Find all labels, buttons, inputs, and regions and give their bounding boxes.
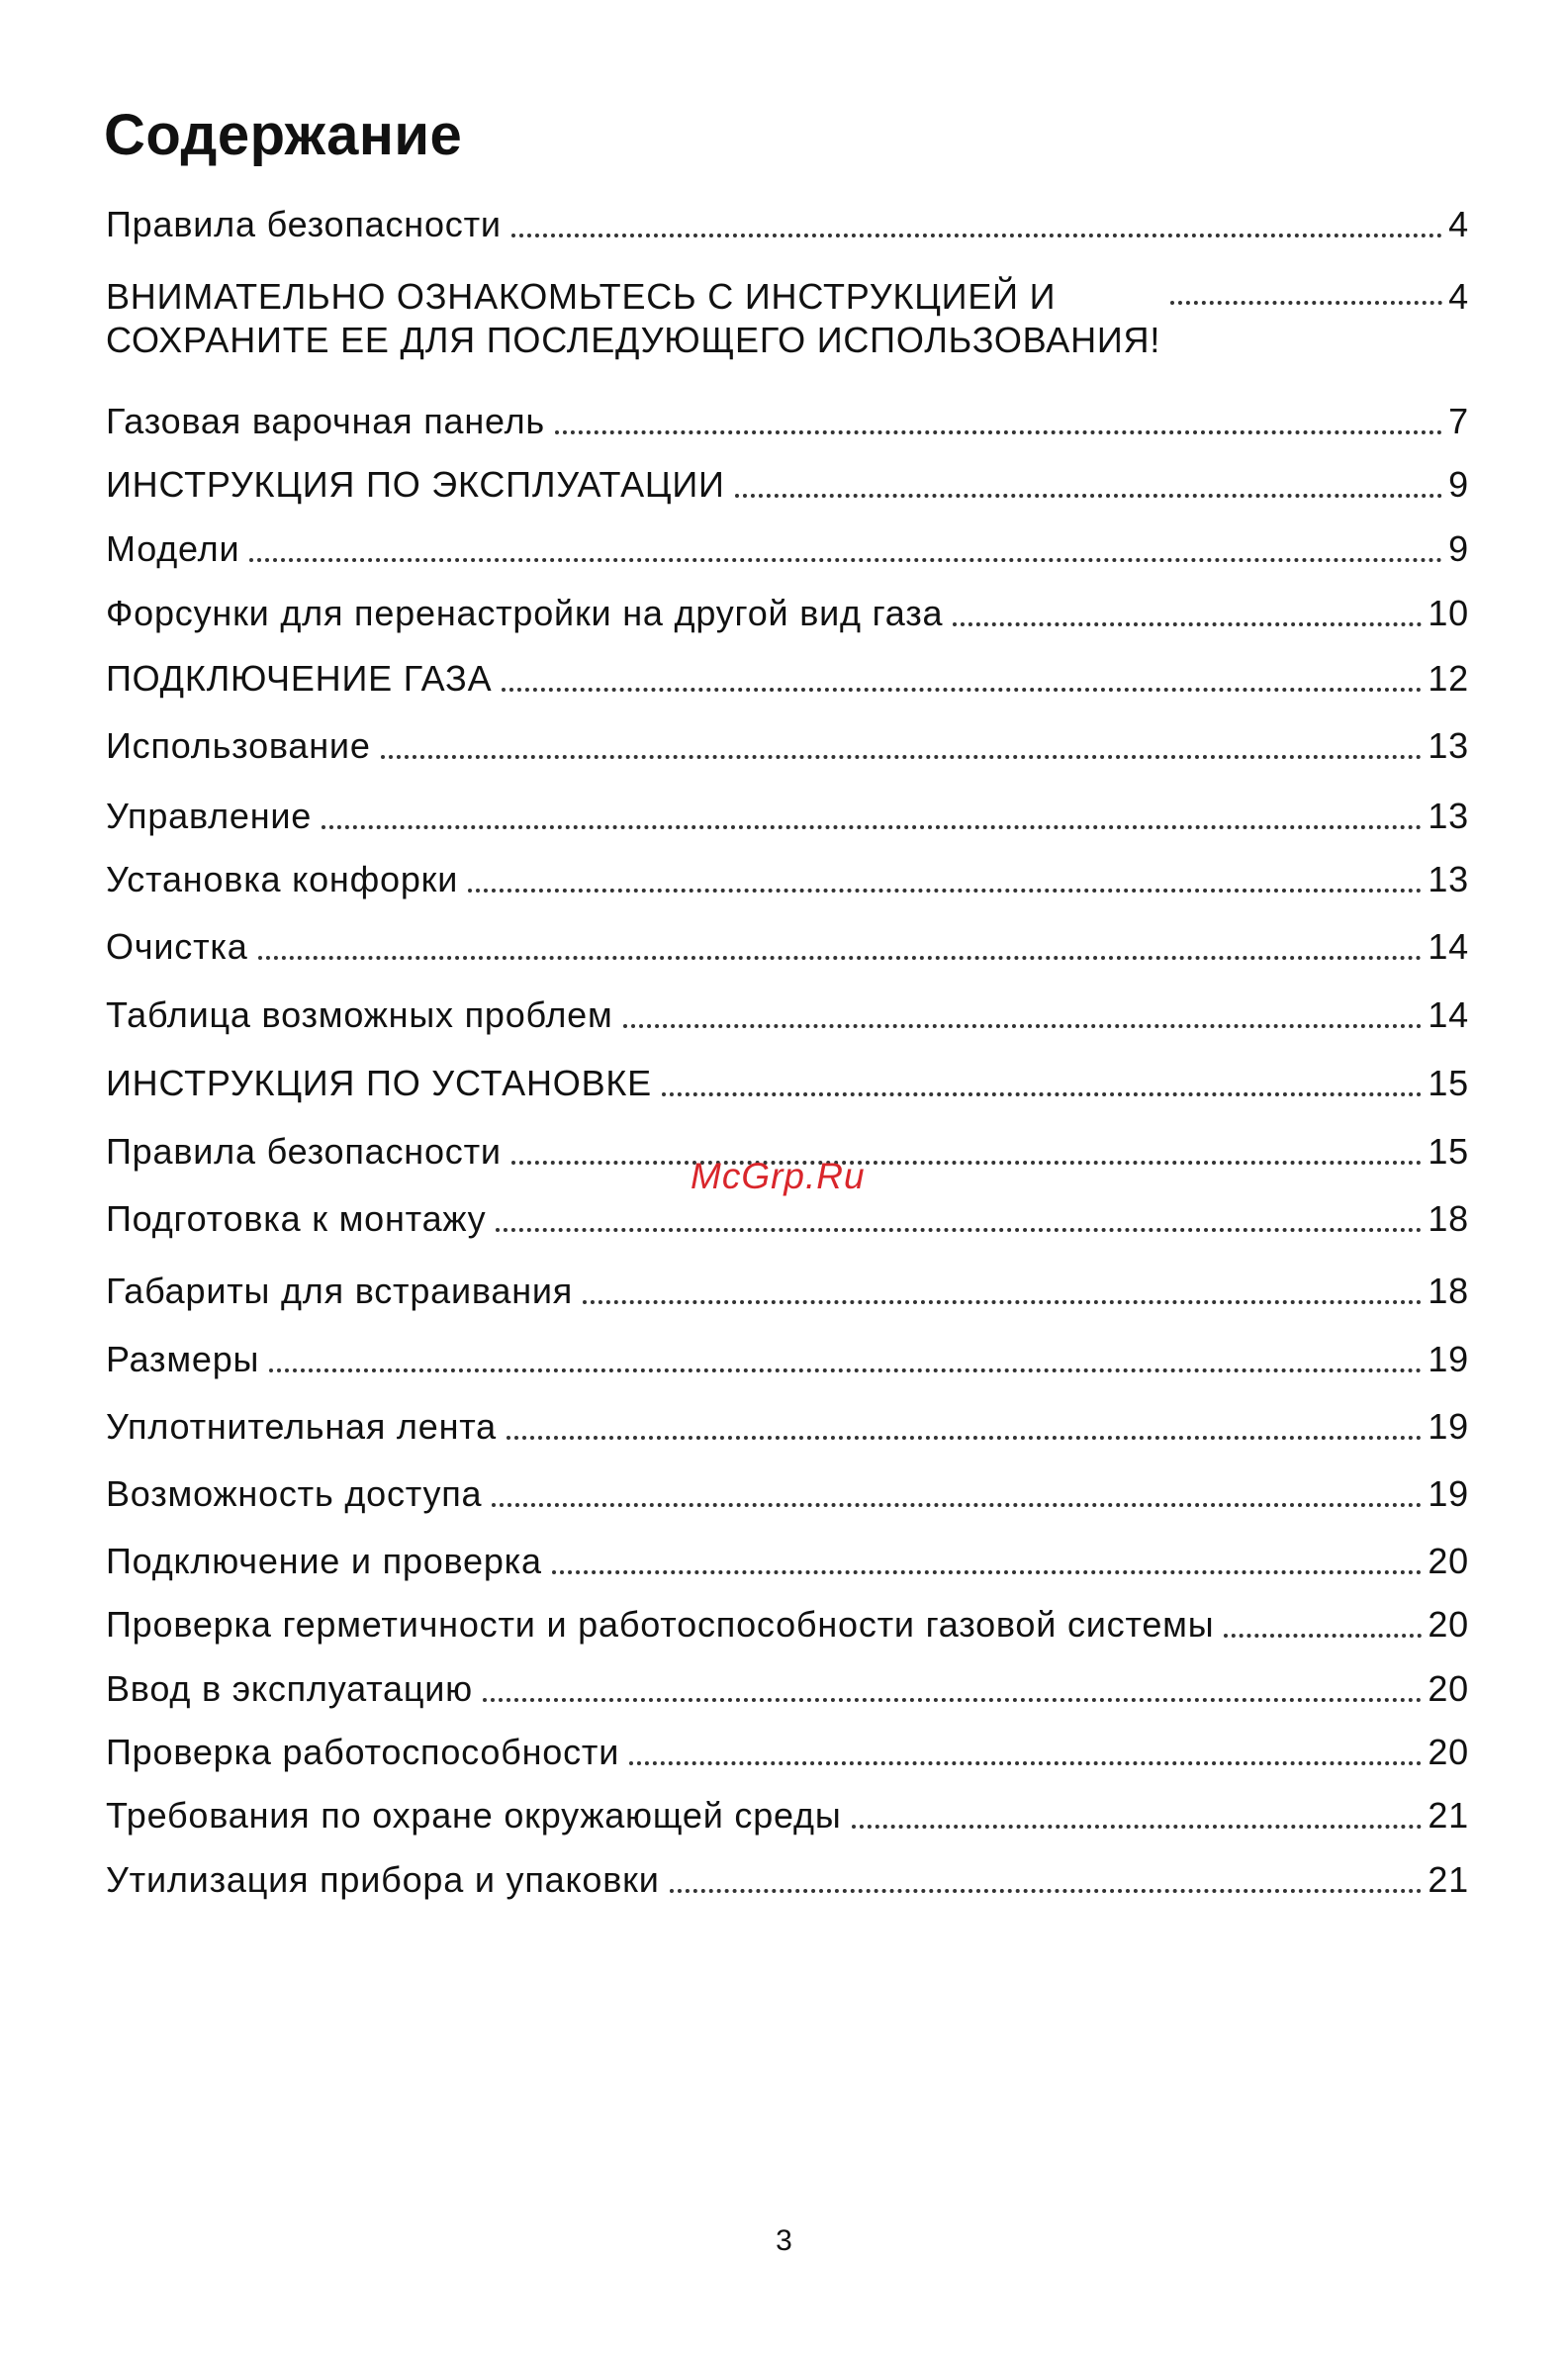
dot-leader — [735, 494, 1442, 498]
toc-entry-gas-connection — [106, 657, 1469, 701]
dot-leader — [322, 825, 1422, 829]
toc-entry-label: Очистка — [106, 926, 248, 967]
toc-entry-label: Размеры — [106, 1339, 260, 1379]
toc-entry-disposal — [106, 1858, 1469, 1902]
toc-entry-page: 4 — [1448, 276, 1469, 317]
toc-entry-nozzles — [106, 592, 1469, 635]
dot-leader — [852, 1825, 1423, 1829]
dot-leader — [507, 1436, 1422, 1440]
toc-entry-page: 20 — [1428, 1732, 1469, 1772]
toc-entry-connection-check — [106, 1540, 1469, 1583]
toc-entry-label: Установка конфорки — [106, 859, 459, 899]
toc-entry-commissioning — [106, 1667, 1469, 1711]
dot-leader — [511, 234, 1442, 237]
dot-leader — [492, 1503, 1422, 1507]
toc-entry-sizes — [106, 1338, 1469, 1381]
toc-entry-gas-hob — [106, 400, 1469, 443]
toc-entry-page: 15 — [1428, 1131, 1469, 1172]
page-title: Содержание — [104, 103, 463, 167]
toc-entry-sealing-tape — [106, 1405, 1469, 1449]
toc-entry-page: 10 — [1428, 593, 1469, 633]
toc-entry-label: Проверка герметичности и работоспособности газовой системы — [106, 1604, 1215, 1645]
toc-entry-page: 21 — [1428, 1859, 1469, 1900]
toc-entry-page: 13 — [1428, 859, 1469, 899]
dot-leader — [670, 1889, 1423, 1893]
watermark: McGrp.Ru — [691, 1156, 866, 1196]
page-number: 3 — [776, 2224, 792, 2257]
toc-entry-label: Требования по охране окружающей среды — [106, 1795, 842, 1836]
toc-entry-label: Таблица возможных проблем — [106, 994, 613, 1035]
toc-entry-label: Габариты для встраивания — [106, 1271, 574, 1311]
toc-entry-burner-installation — [106, 858, 1469, 901]
dot-leader — [381, 755, 1423, 759]
dot-leader — [629, 1761, 1422, 1765]
toc-entry-operability-check — [106, 1731, 1469, 1774]
toc-entry-page: 19 — [1428, 1339, 1469, 1379]
toc-entry-access — [106, 1472, 1469, 1516]
toc-entry-page: 7 — [1448, 401, 1469, 441]
toc-entry-label: Ввод в эксплуатацию — [106, 1668, 473, 1709]
dot-leader — [1224, 1634, 1422, 1638]
toc-entry-label: Подготовка к монтажу — [106, 1198, 487, 1239]
toc-entry-label: Правила безопасности — [106, 204, 502, 244]
toc-entry-usage — [106, 724, 1469, 768]
toc-entry-label: Использование — [106, 725, 371, 766]
toc-entry-safety-rules — [106, 203, 1469, 246]
toc-entry-page: 14 — [1428, 926, 1469, 967]
toc-entry-label: Проверка работоспособности — [106, 1732, 620, 1772]
toc-entry-environment — [106, 1794, 1469, 1838]
toc-entry-page: 15 — [1428, 1063, 1469, 1103]
dot-leader — [623, 1024, 1423, 1028]
dot-leader — [583, 1300, 1422, 1304]
toc-entry-label: Уплотнительная лента — [106, 1406, 497, 1447]
dot-leader — [953, 622, 1422, 626]
dot-leader — [468, 889, 1422, 893]
toc-entry-page: 19 — [1428, 1406, 1469, 1447]
dot-leader — [552, 1570, 1422, 1574]
toc-entry-page: 18 — [1428, 1198, 1469, 1239]
toc-entry-page: 18 — [1428, 1271, 1469, 1311]
dot-leader — [258, 956, 1423, 960]
toc-entry-models — [106, 527, 1469, 571]
dot-leader — [249, 558, 1442, 562]
toc-entry-operating-instructions — [106, 463, 1469, 507]
toc-entry-label: ИНСТРУКЦИЯ ПО УСТАНОВКЕ — [106, 1063, 652, 1103]
toc-entry-label: Правила безопасности — [106, 1131, 502, 1172]
dot-leader — [511, 1161, 1423, 1165]
dot-leader — [555, 430, 1442, 434]
toc-entry-label: ПОДКЛЮЧЕНИЕ ГАЗА — [106, 658, 493, 699]
toc-entry-control — [106, 795, 1469, 838]
toc-entry-label: ВНИМАТЕЛЬНО ОЗНАКОМЬТЕСЬ С ИНСТРУКЦИЕЙ И СОХРАНИТЕ ЕЕ ДЛЯ ПОСЛЕДУЮЩЕГО ИСПОЛЬЗОВАНИЯ! — [106, 276, 1161, 360]
toc-entry-label: ИНСТРУКЦИЯ ПО ЭКСПЛУАТАЦИИ — [106, 464, 725, 505]
dot-leader — [502, 688, 1422, 692]
toc-entry-page: 20 — [1428, 1668, 1469, 1709]
toc-entry-read-instructions — [106, 275, 1469, 362]
toc-entry-page: 21 — [1428, 1795, 1469, 1836]
toc-entry-page: 13 — [1428, 725, 1469, 766]
toc-entry-page: 14 — [1428, 994, 1469, 1035]
toc-entry-installation-instructions — [106, 1062, 1469, 1105]
toc-entry-page: 9 — [1448, 528, 1469, 569]
toc-entry-label: Модели — [106, 528, 240, 569]
toc-entry-label: Газовая варочная панель — [106, 401, 545, 441]
dot-leader — [496, 1228, 1422, 1232]
dot-leader — [483, 1698, 1422, 1702]
toc-entry-mounting-preparation — [106, 1197, 1469, 1241]
dot-leader — [662, 1092, 1422, 1096]
toc-entry-page: 4 — [1448, 204, 1469, 244]
toc-entry-page: 20 — [1428, 1604, 1469, 1645]
toc-entry-page: 12 — [1428, 658, 1469, 699]
toc-entry-troubleshooting — [106, 993, 1469, 1037]
toc-entry-page: 9 — [1448, 464, 1469, 505]
toc-entry-page: 19 — [1428, 1473, 1469, 1514]
toc-entry-tightness-check — [106, 1603, 1469, 1647]
toc-entry-label: Возможность доступа — [106, 1473, 483, 1514]
toc-entry-label: Управление — [106, 796, 313, 836]
toc-entry-cleaning — [106, 925, 1469, 969]
toc-entry-built-in-dimensions — [106, 1270, 1469, 1313]
dot-leader — [1170, 301, 1442, 305]
toc-entry-label: Подключение и проверка — [106, 1541, 542, 1581]
dot-leader — [269, 1368, 1422, 1372]
toc-entry-page: 20 — [1428, 1541, 1469, 1581]
toc-entry-label: Утилизация прибора и упаковки — [106, 1859, 660, 1900]
toc-entry-label: Форсунки для перенастройки на другой вид газа — [106, 593, 944, 633]
toc-entry-page: 13 — [1428, 796, 1469, 836]
